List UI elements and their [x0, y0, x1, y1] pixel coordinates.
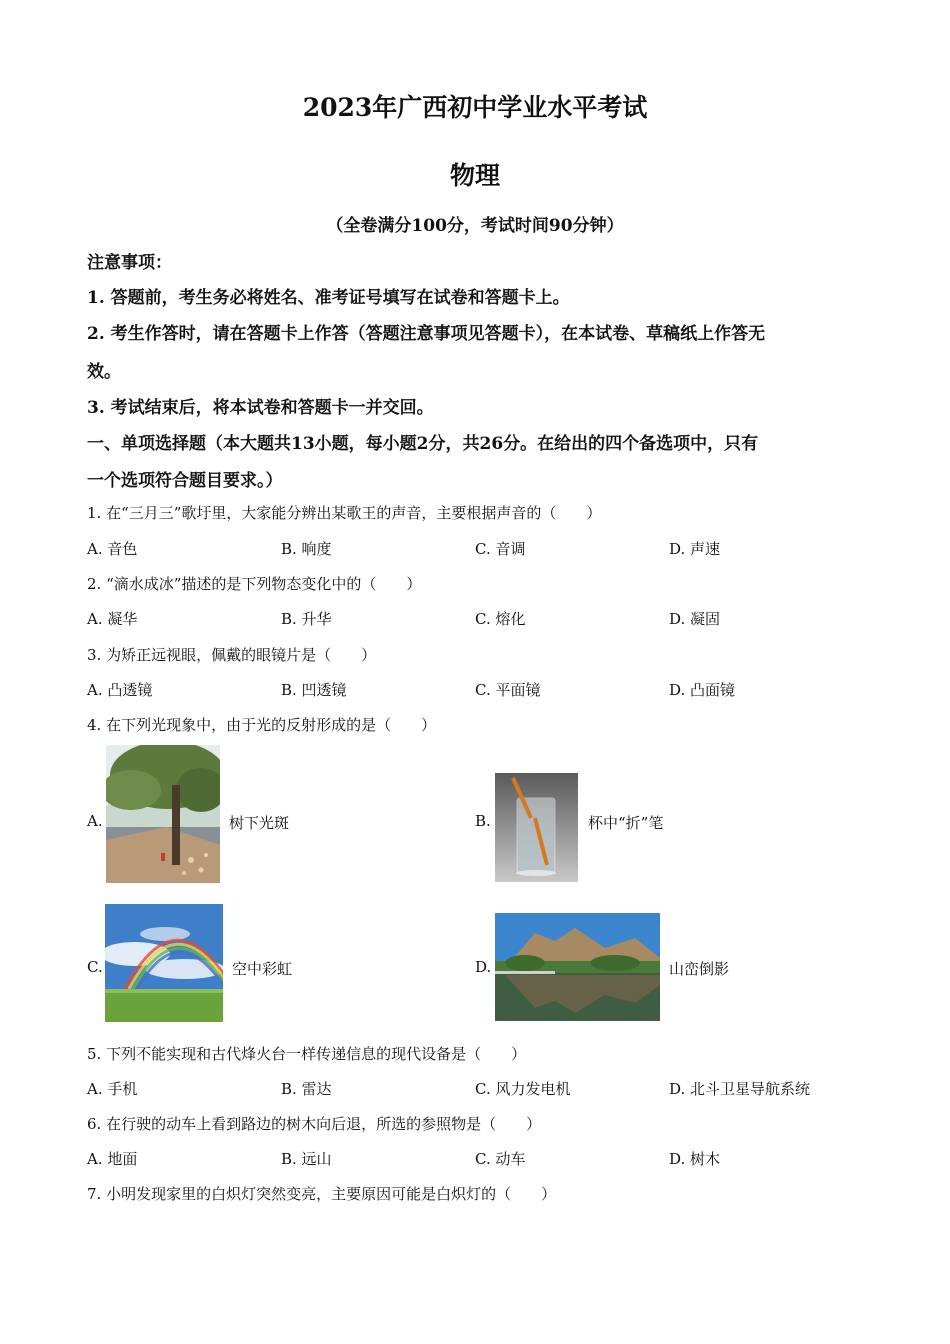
option-c: C. 动车	[475, 1150, 526, 1168]
option-a: A. 凝华	[87, 610, 138, 628]
question-stem: 1. 在“三月三”歌圩里，大家能分辨出某歌王的声音，主要根据声音的（ ）	[87, 504, 602, 522]
option-b: B. 远山	[281, 1150, 332, 1168]
exam-info: （全卷满分100分，考试时间90分钟）	[326, 216, 624, 236]
note-item: 2. 考生作答时，请在答题卡上作答（答题注意事项见答题卡），在本试卷、草稿纸上作答无	[87, 324, 766, 344]
option-d: D. 声速	[669, 540, 721, 558]
option-a: A. 音色	[87, 540, 138, 558]
option-d: D. 树木	[669, 1150, 721, 1168]
tree-shade-photo	[106, 745, 220, 883]
option-d: D.	[475, 958, 492, 976]
option-c: C. 平面镜	[475, 681, 541, 699]
question-stem: 3. 为矫正远视眼，佩戴的眼镜片是（ ）	[87, 646, 377, 664]
option-d: D. 北斗卫星导航系统	[669, 1080, 811, 1098]
option-c: C. 音调	[475, 540, 526, 558]
option-b: B. 雷达	[281, 1080, 332, 1098]
option-b-caption: 杯中“折”笔	[588, 814, 664, 832]
option-c: C. 风力发电机	[475, 1080, 571, 1098]
question-stem: 2. “滴水成冰”描述的是下列物态变化中的（ ）	[87, 575, 422, 593]
option-a-caption: 树下光斑	[229, 814, 290, 832]
question-stem: 4. 在下列光现象中，由于光的反射形成的是（ ）	[87, 716, 437, 734]
option-d: D. 凸面镜	[669, 681, 736, 699]
notes-heading: 注意事项：	[87, 253, 172, 273]
section-heading-cont: 一个选项符合题目要求。）	[87, 471, 283, 491]
option-b: B. 升华	[281, 610, 332, 628]
option-b: B. 响度	[281, 540, 332, 558]
note-item: 3. 考试结束后，将本试卷和答题卡一并交回。	[87, 398, 434, 418]
subject-title: 物理	[449, 161, 500, 190]
option-a: A. 凸透镜	[87, 681, 153, 699]
option-a: A. 手机	[87, 1080, 138, 1098]
mountain-reflection-photo	[495, 913, 660, 1021]
exam-title: 2023年广西初中学业水平考试	[302, 93, 648, 122]
option-a: A.	[87, 812, 103, 830]
question-stem: 6. 在行驶的动车上看到路边的树木向后退，所选的参照物是（ ）	[87, 1115, 542, 1133]
section-heading: 一、单项选择题（本大题共13小题，每小题2分，共26分。在给出的四个备选项中，只有	[87, 434, 759, 454]
note-item: 1. 答题前，考生务必将姓名、准考证号填写在试卷和答题卡上。	[87, 288, 570, 308]
option-d: D. 凝固	[669, 610, 721, 628]
question-stem: 7. 小明发现家里的白炽灯突然变亮，主要原因可能是白炽灯的（ ）	[87, 1185, 557, 1203]
option-a: A. 地面	[87, 1150, 138, 1168]
rainbow-photo	[105, 904, 223, 1022]
option-b: B.	[475, 812, 491, 830]
option-b: B. 凹透镜	[281, 681, 347, 699]
option-c: C. 熔化	[475, 610, 526, 628]
option-c-caption: 空中彩虹	[232, 960, 293, 978]
option-c: C.	[87, 958, 103, 976]
question-stem: 5. 下列不能实现和古代烽火台一样传递信息的现代设备是（ ）	[87, 1045, 527, 1063]
pencil-in-glass-photo	[495, 773, 578, 882]
option-d-caption: 山峦倒影	[669, 960, 730, 978]
note-item: 效。	[87, 362, 121, 382]
